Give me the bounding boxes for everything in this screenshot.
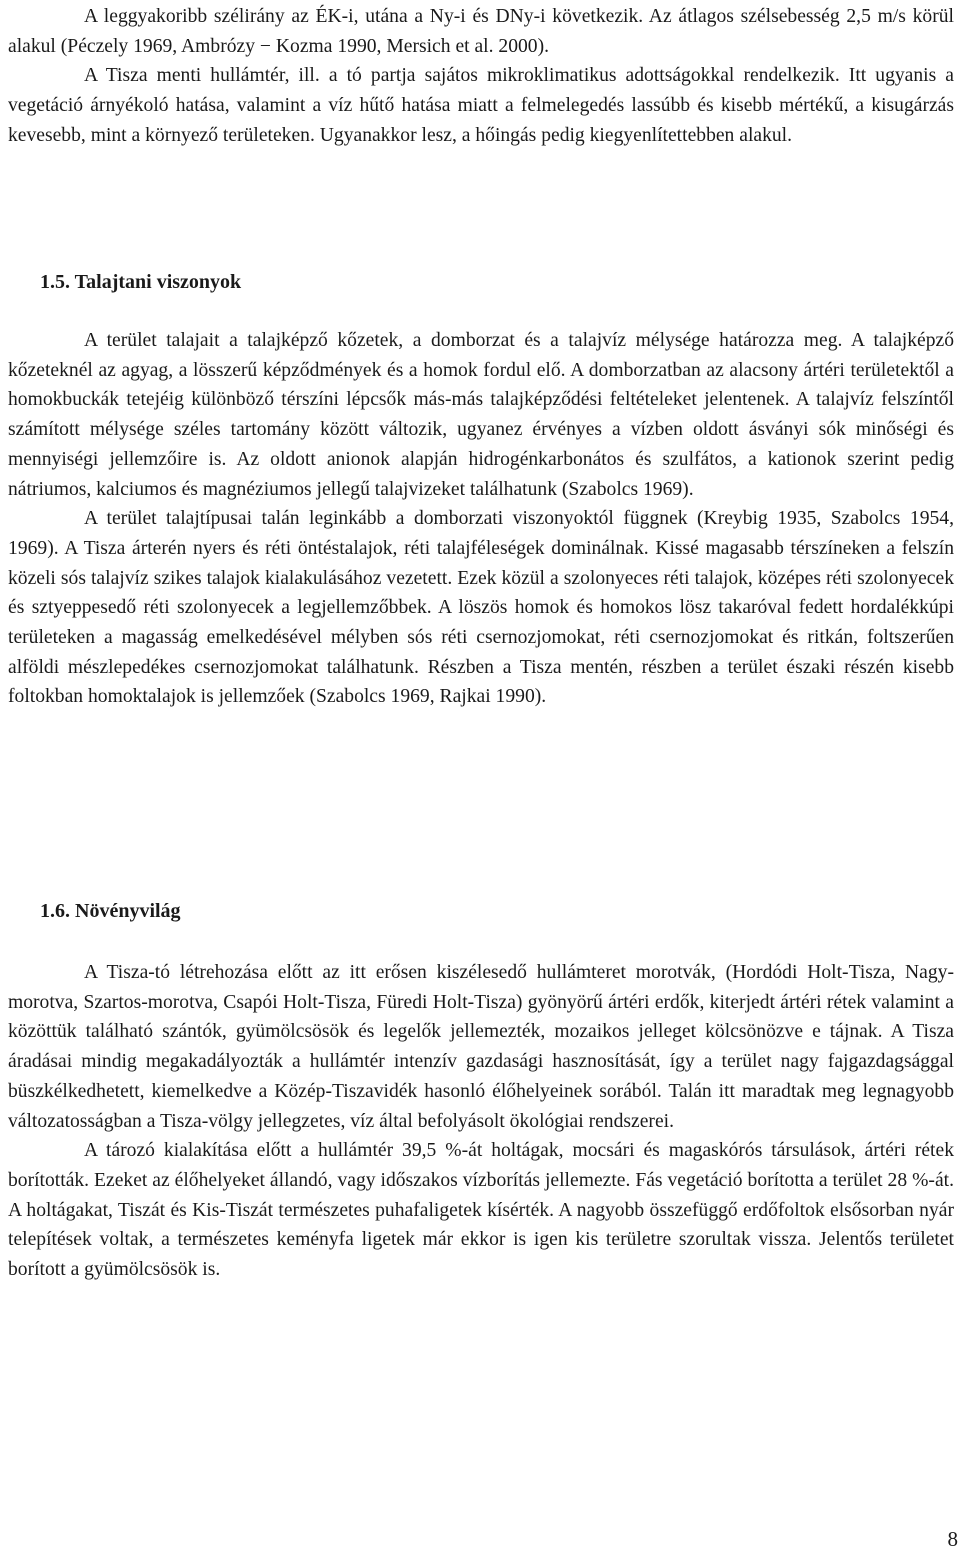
paragraph-vegetation-history: A Tisza-tó létrehozása előtt az itt erősen kiszélesedő hullámteret morotvák, (Hordódi Holt-Tisza, Nagy-morotva, Szartos-morotva, Csapói Holt-Tisza, Füredi Holt-Tisza) gyönyörű ártéri erdők, kiterjedt ártéri rétek valamint a közöttük található szántók, gyümölcsösök és legelők jellemezték, mozaikos jelleget kölcsönözve e tájnak. A Tisza áradásai mindig megakadályozták a hullámtér intenzív gazdasági hasznosítását, így a terület nagy fajgazdagsággal büszkélkedhetett, kiemelkedve a Közép-Tiszavidék hasonló élőhelyeinek sorából. Talán itt maradtak meg legnagyobb változatosságban a Tisza-völgy jellegzetes, víz által befolyásolt ökológiai rendszerei.	[8, 962, 954, 1132]
paragraph-soil-types: A terület talajtípusai talán leginkább a domborzati viszonyoktól függnek (Kreybig 1935, Szabolcs 1954, 1969). A Tisza árterén nyers és réti öntéstalajok, réti talajféleségek dominálnak. Kissé magasabb térszíneken a felszín közeli sós talajvíz szikes talajok kialakulásához vezetett. Ezek közül a szolonyeces réti talajok, középes réti szolonyecek és sztyeppesedő réti szolonyecek a legjellemzőbbek. A löszös homok és homokos lösz takaróval fedett hordalékkúpi területeken a magasság emelkedésével mélyben sós réti csernozjomokat, réti csernozjomokat és ritkán, foltszerűen alföldi mészlepedékes csernozjomokat találhatunk. Részben a Tisza mentén, részben a terület északi részén kisebb foltokban homoktalajok is jellemzőek (Szabolcs 1969, Rajkai 1990).	[8, 508, 954, 708]
intro-block	[8, 2, 954, 151]
section-vegetation-body	[8, 958, 954, 1285]
paragraph-microclimate: A Tisza menti hullámtér, ill. a tó partja sajátos mikroklimatikus adottságokkal rendelkezik. Itt ugyanis a vegetáció árnyékoló hatása, valamint a víz hűtő hatása miatt a felmelegedés lassúbb és kisebb mértékű, a kisugárzás kevesebb, mint a környező területeken. Ugyanakkor lesz, a hőingás pedig kiegyenlítettebben alakul.	[8, 65, 954, 146]
paragraph-soil-factors: A terület talajait a talajképző kőzetek, a domborzat és a talajvíz mélysége határozza meg. A talajképző kőzeteknél az agyag, a lösszerű képződmények és a homok fordul elő. A domborzatban az alacsony ártéri területektől a homokbuckák tetejéig különböző térszíni lépcsők más-más talajképződési feltételeket jelentenek. A talajvíz felszíntől számított mélysége széles tartomány között változik, ugyanez érvényes a vízben oldott ásványi sók minőségi és mennyiségi jellemzőire is. Az oldott anionok alapján hidrogénkarbonátos és szulfátos, a kationok szerint pedig nátriumos, kalciumos és magnéziumos jellegű talajvizeket találhatunk (Szabolcs 1969).	[8, 330, 954, 500]
paragraph-wind: A leggyakoribb szélirány az ÉK-i, utána a Ny-i és DNy-i következik. Az átlagos szélsebesség 2,5 m/s körül alakul (Péczely 1969, Ambrózy − Kozma 1990, Mersich et al. 2000).	[8, 6, 954, 57]
section-soil-body	[8, 326, 954, 712]
page-number: 8	[947, 1527, 958, 1551]
section-heading-soil: 1.5. Talajtani viszonyok	[40, 271, 242, 293]
paragraph-vegetation-cover: A tározó kialakítása előtt a hullámtér 39,5 %-át holtágak, mocsári és magaskórós társulások, ártéri rétek borították. Ezeket az élőhelyeket állandó, vagy időszakos vízborítás jellemezte. Fás vegetáció borította a terület 28 %-át. A holtágakat, Tiszát és Kis-Tiszát természetes puhafaligetek kísérték. A nagyobb összefüggő erdőfoltok elsősorban nyár telepítések voltak, a természetes keményfa ligetek már ekkor is igen kis területre szorultak vissza. Jelentős területet borított a gyümölcsösök is.	[8, 1140, 954, 1281]
section-heading-vegetation: 1.6. Növényvilág	[40, 900, 181, 922]
